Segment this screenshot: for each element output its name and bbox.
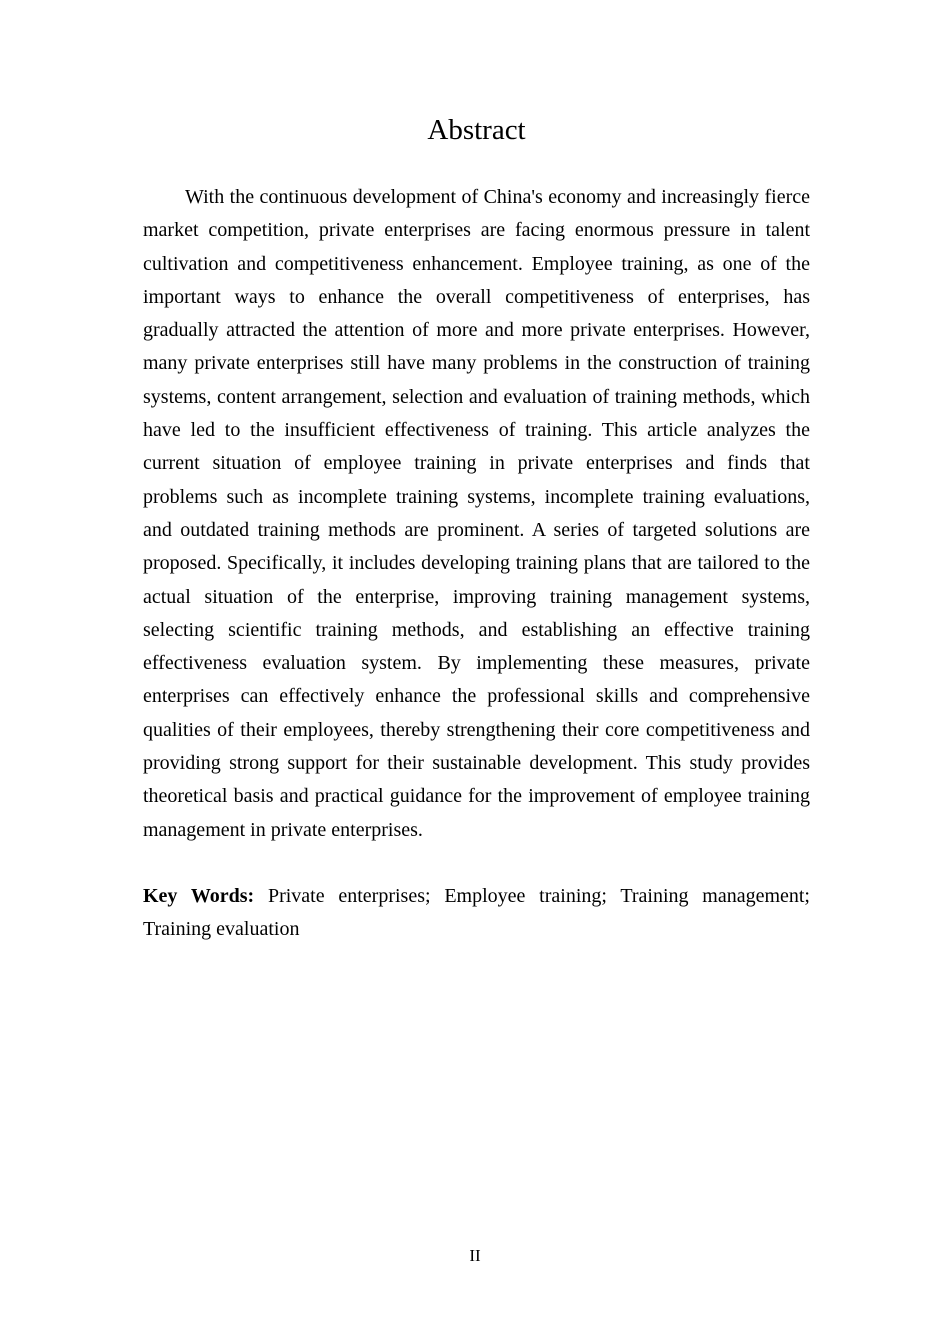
keywords-text: Private enterprises; Employee training; Training management; Training evaluation <box>143 884 810 941</box>
abstract-paragraph: With the continuous development of China's economy and increasingly fierce market competition, private enterprises are facing enormous pressure in talent cultivation and competitiveness enhancement. Employee training, as one of the important ways to enhance the overall competitiveness of enterprises, has gradually attracted the attention of more and more private enterprises. However, many private enterprises still have many problems in the construction of training systems, content arrangement, selection and evaluation of training methods, which have led to the insufficient effectiveness of training. This article analyzes the current situation of employee training in private enterprises and finds that problems such as incomplete training systems, incomplete training evaluations, and outdated training methods are prominent. A series of targeted solutions are proposed. Specifically, it includes developing training plans that are tailored to the actual situation of the enterprise, improving training management systems, selecting scientific training methods, and establishing an effective training effectiveness evaluation system. By implementing these measures, private enterprises can effectively enhance the professional skills and comprehensive qualities of their employees, thereby strengthening their core competitiveness and providing strong support for their sustainable development. This study provides theoretical basis and practical guidance for the improvement of employee training management in private enterprises. <box>143 186 810 841</box>
keywords-line <box>143 880 810 947</box>
page-title: Abstract <box>427 114 526 146</box>
page-number: II <box>469 1246 481 1265</box>
keywords-label: Key Words: <box>143 884 255 907</box>
page-footer <box>0 1246 950 1266</box>
